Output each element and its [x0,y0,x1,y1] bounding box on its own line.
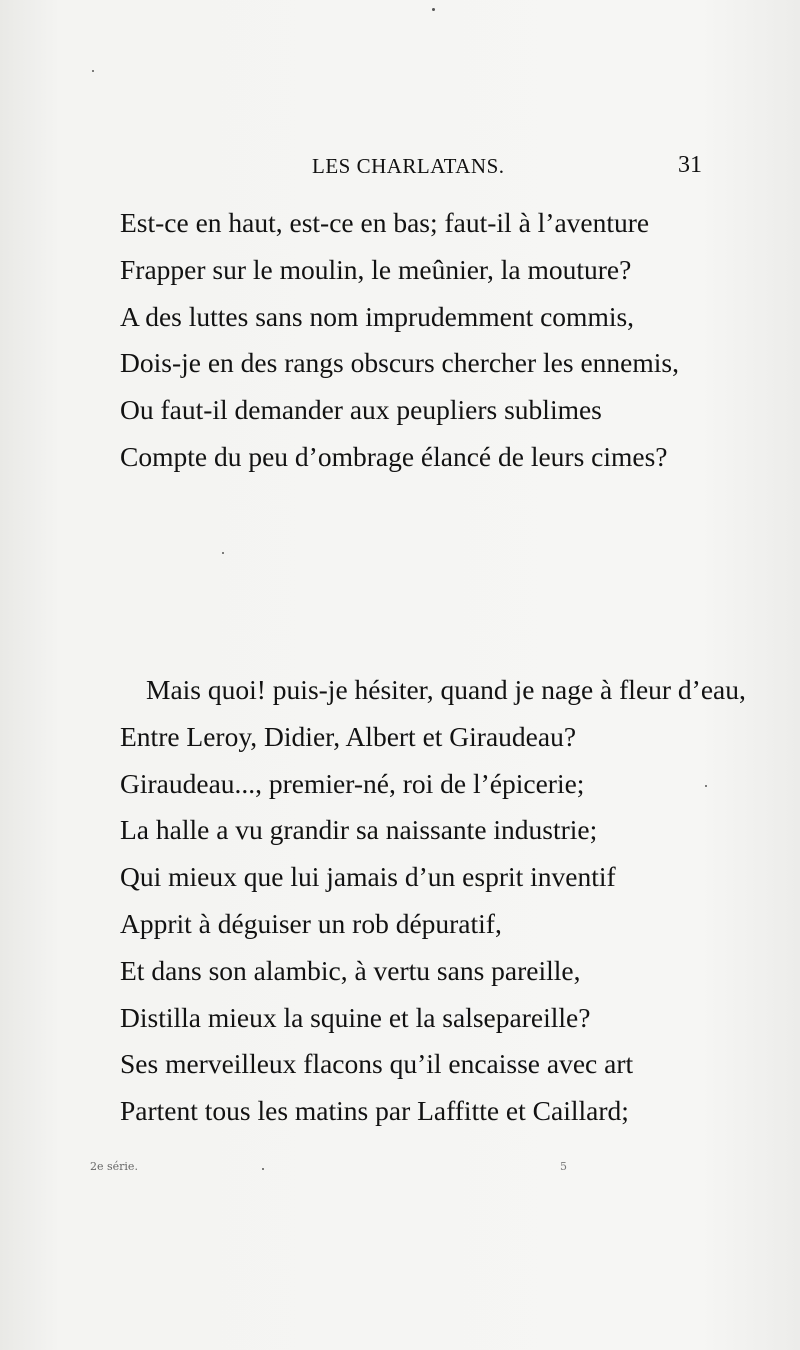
footer-mark: 5 [560,1160,567,1173]
paper-speck [262,1168,264,1170]
poem-body [120,200,746,1127]
verse-line: Partent tous les matins par Laffitte et Caillard; [120,1095,629,1127]
verse-line: Compte du peu d’ombrage élancé de leurs cimes? [120,440,668,472]
paper-speck [222,552,224,554]
paper-speck [432,8,435,11]
verse-line: Distilla mieux la squine et la salsepareille? [120,1001,591,1033]
verse-line: Giraudeau..., premier-né, roi de l’épicerie; [120,767,585,799]
stanza [120,200,740,481]
verse-line: Ses merveilleux flacons qu’il encaisse avec art [120,1048,634,1080]
running-title: LES CHARLATANS. [312,154,505,178]
verse-line: Apprit à déguiser un rob dépuratif, [120,907,502,939]
verse-line: Mais quoi! puis-je hésiter, quand je nage à fleur d’eau, [146,674,746,705]
stanza [120,667,746,1135]
verse-line: Et dans son alambic, à vertu sans pareille, [120,954,581,986]
verse-line: A des luttes sans nom imprudemment commis, [120,300,635,332]
verse-line: Entre Leroy, Didier, Albert et Giraudeau? [120,720,577,752]
verse-line: Dois-je en des rangs obscurs chercher les ennemis, [120,347,679,379]
verse-line: La halle a vu grandir sa naissante industrie; [120,814,598,846]
page-number: 31 [678,152,702,178]
page-header [0,148,800,188]
signature-mark: 2e série. [90,1160,138,1173]
paper-speck [705,785,707,787]
verse-line: Est-ce en haut, est-ce en bas; faut-il à l’aventure [120,207,650,238]
verse-line: Ou faut-il demander aux peupliers sublimes [120,394,602,426]
paper-speck [92,70,94,72]
verse-line: Frapper sur le moulin, le meûnier, la mouture? [120,253,632,285]
verse-line: Qui mieux que lui jamais d’un esprit inventif [120,861,616,893]
